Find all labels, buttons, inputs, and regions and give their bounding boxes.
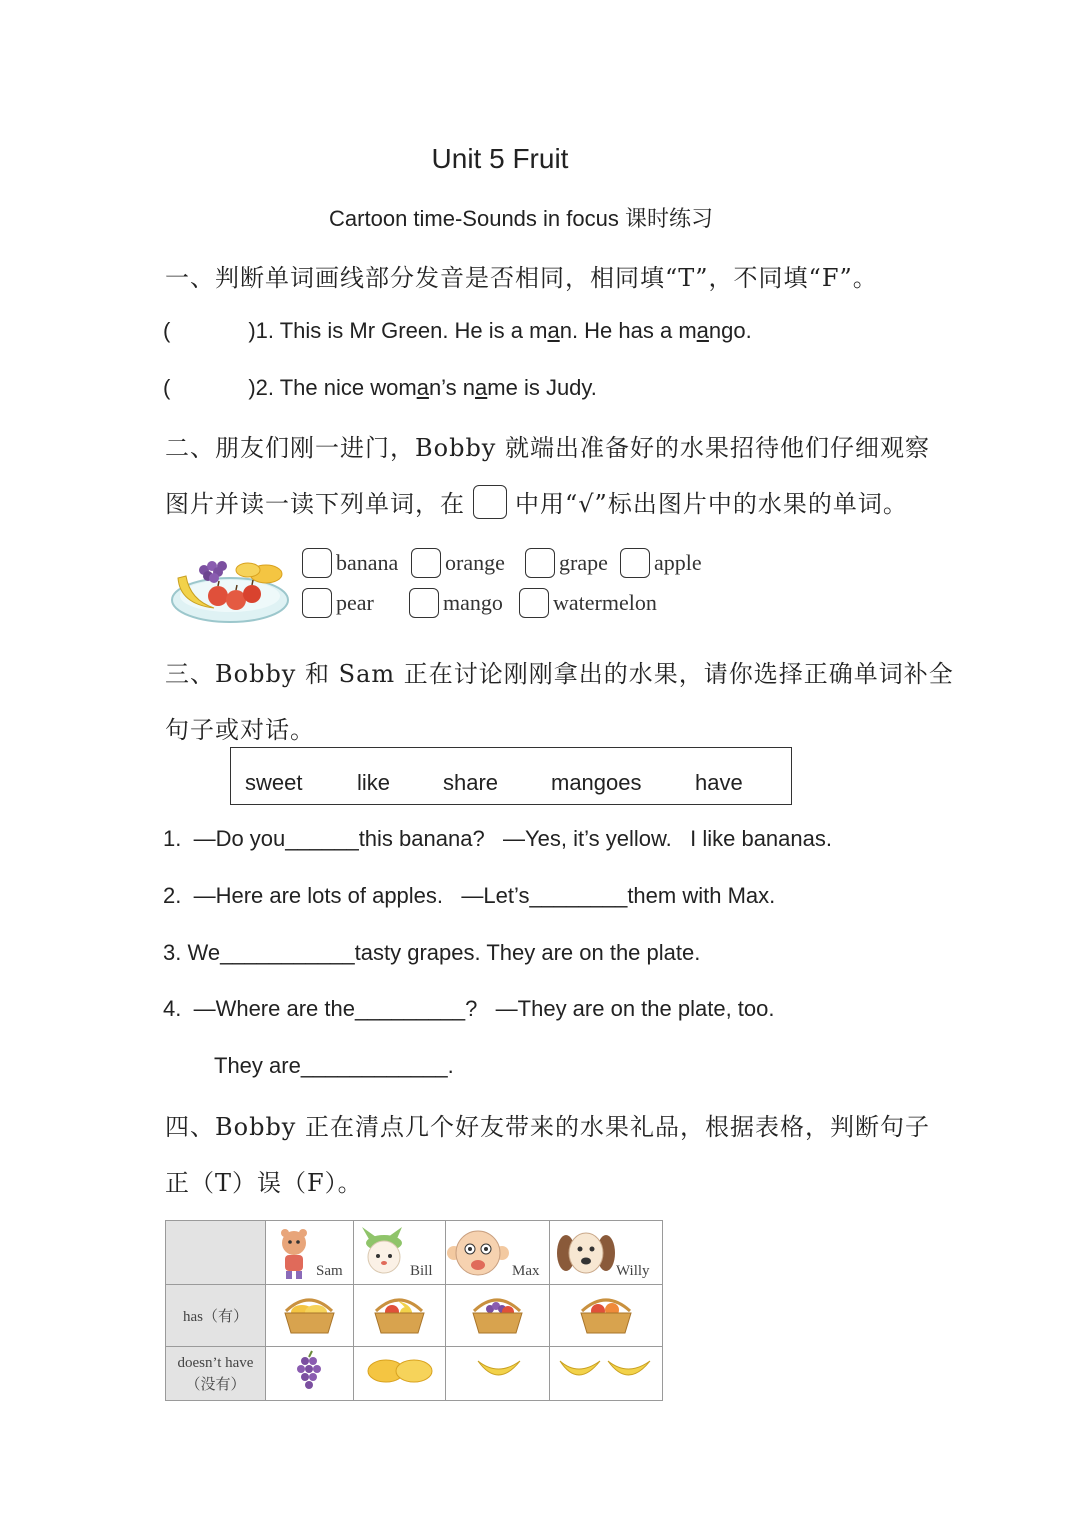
- willy-not-cell: [550, 1347, 663, 1401]
- section3-question-4b[interactable]: They are____________.: [214, 1053, 454, 1078]
- willy-avatar-icon: [554, 1225, 618, 1281]
- option-watermelon[interactable]: [519, 588, 657, 618]
- sam-not-cell: [266, 1347, 354, 1401]
- column-label-max: Max: [512, 1263, 540, 1279]
- option-label: orange: [445, 550, 505, 575]
- max-avatar-icon: [446, 1225, 510, 1281]
- bill-avatar-icon: [356, 1225, 412, 1281]
- basket-grape-apple-icon: [446, 1285, 549, 1341]
- word-mangoes: mangoes: [551, 770, 642, 795]
- option-pear[interactable]: [302, 588, 374, 618]
- option-banana[interactable]: [302, 548, 398, 578]
- option-mango[interactable]: [409, 588, 503, 618]
- option-label: grape: [559, 550, 608, 575]
- mango-icon: [354, 1347, 445, 1395]
- checkbox[interactable]: [620, 548, 650, 578]
- section1-question-1: [163, 318, 752, 344]
- q1-underline-2: a: [696, 318, 709, 343]
- q2-text-c: me is Judy.: [487, 375, 597, 400]
- banana-icon: [550, 1347, 662, 1395]
- page-subtitle: Cartoon time-Sounds in focus 课时练习: [329, 206, 713, 231]
- max-has-cell: [446, 1285, 550, 1347]
- section4-heading-line2: 正（T）误（F）。: [165, 1169, 363, 1197]
- checkbox[interactable]: [525, 548, 555, 578]
- column-label-willy: Willy: [616, 1263, 650, 1279]
- fruit-plate-image: [170, 548, 292, 628]
- question-number: )2.: [248, 375, 275, 400]
- section3-question-2[interactable]: 2. —Here are lots of apples. —Let’s________them with Max.: [163, 883, 776, 908]
- checkbox[interactable]: [519, 588, 549, 618]
- q1-text-a: This is Mr Green. He is a m: [279, 318, 548, 343]
- section2-heading-line1: 二、朋友们刚一进门，Bobby 就端出准备好的水果招待他们仔细观察: [165, 434, 930, 462]
- basket-apple-icon: [550, 1285, 662, 1341]
- word-like: like: [357, 770, 391, 795]
- checkbox[interactable]: [302, 548, 332, 578]
- sam-avatar-icon: [274, 1225, 314, 1281]
- word-sweet: sweet: [245, 770, 303, 795]
- bill-not-cell: [354, 1347, 446, 1401]
- q1-text-b: n. He has a m: [559, 318, 697, 343]
- checkbox[interactable]: [411, 548, 441, 578]
- bill-has-cell: [354, 1285, 446, 1347]
- word-share: share: [443, 770, 499, 795]
- header-willy: [550, 1221, 663, 1285]
- fruit-table: [165, 1220, 663, 1401]
- max-not-cell: [446, 1347, 550, 1401]
- willy-has-cell: [550, 1285, 663, 1347]
- q1-text-c: ngo.: [708, 318, 752, 343]
- option-label: watermelon: [553, 590, 657, 615]
- section3-heading-line2: 句子或对话。: [165, 716, 315, 744]
- question-number: )1.: [248, 318, 275, 343]
- q2-underline-2: a: [475, 375, 488, 400]
- answer-paren: (: [163, 318, 171, 343]
- sam-has-cell: [266, 1285, 354, 1347]
- word-have: have: [695, 770, 743, 795]
- q2-underline-1: a: [416, 375, 429, 400]
- row-label-line-2: （没有）: [185, 1376, 246, 1393]
- section3-question-4[interactable]: 4. —Where are the_________? —They are on the plate, too.: [163, 996, 775, 1021]
- section2-heading-line2: [165, 484, 908, 519]
- section3-question-1[interactable]: 1. —Do you______this banana? —Yes, it’s yellow. I like bananas.: [163, 826, 832, 851]
- answer-paren: (: [163, 375, 171, 400]
- row-label-line-1: doesn’t have: [177, 1354, 254, 1371]
- row-label-has: has（有）: [166, 1285, 266, 1347]
- q2-text-a: The nice wom: [279, 375, 417, 400]
- q1-underline-1: a: [547, 318, 560, 343]
- option-label: banana: [336, 550, 399, 575]
- option-label: apple: [654, 550, 702, 575]
- option-grape[interactable]: [525, 548, 608, 578]
- section4-heading-line1: 四、Bobby 正在清点几个好友带来的水果礼品，根据表格，判断句子: [165, 1113, 930, 1141]
- page-title: Unit 5 Fruit: [431, 143, 569, 174]
- word-bank: [230, 747, 792, 805]
- option-label: pear: [336, 590, 374, 615]
- basket-mango-icon: [266, 1285, 353, 1341]
- option-label: mango: [443, 590, 503, 615]
- grape-icon: [266, 1347, 353, 1395]
- section1-question-2: [163, 375, 597, 401]
- example-checkbox: [473, 485, 507, 519]
- row-label-doesnt-have: [166, 1347, 266, 1401]
- header-sam: [266, 1221, 354, 1285]
- header-bill: [354, 1221, 446, 1285]
- q2-text-b: n’s n: [428, 375, 476, 400]
- header-max: [446, 1221, 550, 1285]
- option-orange[interactable]: [411, 548, 505, 578]
- checkbox[interactable]: [409, 588, 439, 618]
- option-apple[interactable]: [620, 548, 702, 578]
- banana-icon: [446, 1347, 549, 1395]
- section1-heading: 一、判断单词画线部分发音是否相同，相同填“T”，不同填“F”。: [165, 264, 878, 292]
- section3-question-3[interactable]: 3. We___________tasty grapes. They are on the plate.: [163, 940, 701, 965]
- basket-banana-apple-icon: [354, 1285, 445, 1341]
- checkbox[interactable]: [302, 588, 332, 618]
- section3-heading-line1: 三、Bobby 和 Sam 正在讨论刚刚拿出的水果，请你选择正确单词补全: [165, 660, 954, 688]
- column-label-sam: Sam: [316, 1263, 343, 1279]
- column-label-bill: Bill: [410, 1263, 433, 1279]
- corner-cell: [166, 1221, 266, 1285]
- section2-heading-part-b: 中用“√”标出图片中的水果的单词。: [515, 490, 908, 518]
- section2-heading-part-a: 图片并读一读下列单词，在: [165, 490, 465, 518]
